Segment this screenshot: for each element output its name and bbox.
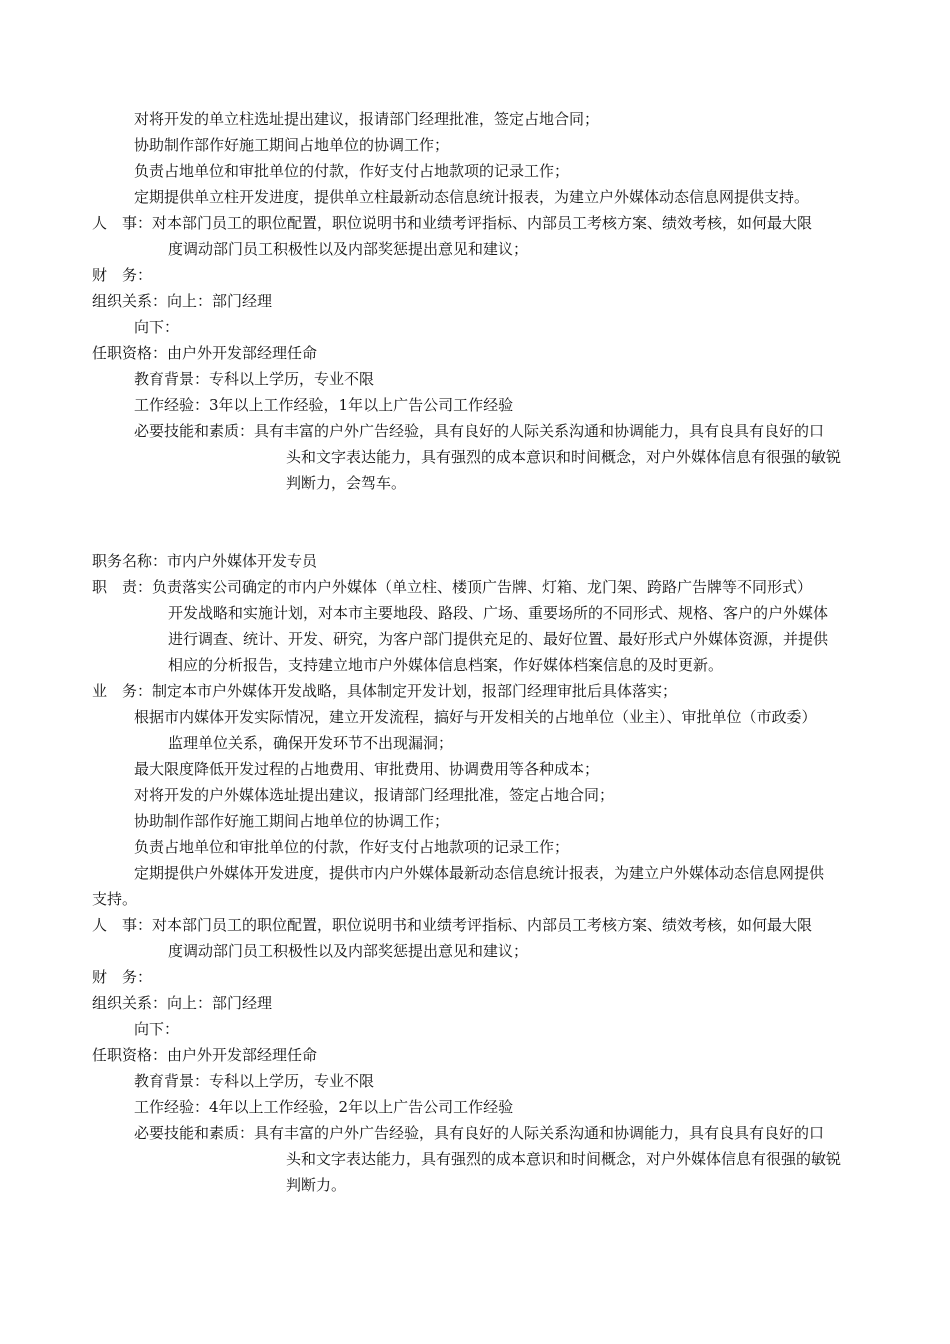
section-a-job-description-continued: [92, 106, 912, 496]
qualification-line: 任职资格：由户外开发部经理任命: [92, 344, 318, 362]
hr-duty-continuation: 度调动部门员工积极性以及内部奖惩提出意见和建议；: [168, 240, 529, 258]
responsibility-continuation: 开发战略和实施计划，对本市主要地段、路段、广场、重要场所的不同形式、规格、客户的户外媒体: [168, 604, 829, 622]
text-line: 对将开发的单立柱选址提出建议，报请部门经理批准，签定占地合同；: [134, 110, 600, 128]
education-line: 教育背景：专科以上学历，专业不限: [134, 1072, 375, 1090]
text-line-continuation: 支持。: [92, 890, 138, 908]
hr-duty-continuation: 度调动部门员工积极性以及内部奖惩提出意见和建议；: [168, 942, 529, 960]
hr-duty-line: 人 事：对本部门员工的职位配置，职位说明书和业绩考评指标、内部员工考核方案、绩效考核，如何最大限: [92, 916, 813, 934]
section-b-city-media-specialist: [92, 548, 912, 1198]
text-line: 负责占地单位和审批单位的付款，作好支付占地款项的记录工作；: [134, 838, 570, 856]
responsibility-continuation: 进行调查、统计、开发、研究，为客户部门提供充足的、最好位置、最好形式户外媒体资源，并提供: [168, 630, 829, 648]
skills-line: 必要技能和素质：具有丰富的户外广告经验，具有良好的人际关系沟通和协调能力，具有良具有良好的口: [134, 1124, 825, 1142]
text-line: 协助制作部作好施工期间占地单位的协调工作；: [134, 812, 450, 830]
text-line: 定期提供单立柱开发进度，提供单立柱最新动态信息统计报表，为建立户外媒体动态信息网提供支持。: [134, 188, 810, 206]
text-line: 对将开发的户外媒体选址提出建议，报请部门经理批准，签定占地合同；: [134, 786, 615, 804]
experience-line: 工作经验：4年以上工作经验，2年以上广告公司工作经验: [134, 1098, 514, 1116]
org-relation-down: 向下：: [134, 1020, 180, 1038]
skills-continuation: 头和文字表达能力，具有强烈的成本意识和时间概念，对户外媒体信息有很强的敏锐: [286, 1150, 842, 1168]
text-line: 负责占地单位和审批单位的付款，作好支付占地款项的记录工作；: [134, 162, 570, 180]
text-line: 协助制作部作好施工期间占地单位的协调工作；: [134, 136, 450, 154]
business-line: 业 务：制定本市户外媒体开发战略，具体制定开发计划，报部门经理审批后具体落实；: [92, 682, 678, 700]
skills-continuation: 头和文字表达能力，具有强烈的成本意识和时间概念，对户外媒体信息有很强的敏锐: [286, 448, 842, 466]
hr-duty-line: 人 事：对本部门员工的职位配置，职位说明书和业绩考评指标、内部员工考核方案、绩效考核，如何最大限: [92, 214, 813, 232]
responsibility-continuation: 相应的分析报告，支持建立地市户外媒体信息档案，作好媒体档案信息的及时更新。: [168, 656, 724, 674]
finance-line: 财 务：: [92, 968, 153, 986]
qualification-line: 任职资格：由户外开发部经理任命: [92, 1046, 318, 1064]
skills-continuation: 判断力。: [286, 1176, 347, 1194]
job-title-line: 职务名称：市内户外媒体开发专员: [92, 552, 318, 570]
education-line: 教育背景：专科以上学历，专业不限: [134, 370, 375, 388]
responsibility-line: 职 责：负责落实公司确定的市内户外媒体（单立柱、楼顶广告牌、灯箱、龙门架、跨路广告牌等不同形式）: [92, 578, 813, 596]
experience-line: 工作经验：3年以上工作经验，1年以上广告公司工作经验: [134, 396, 514, 414]
text-line: 定期提供户外媒体开发进度，提供市内户外媒体最新动态信息统计报表，为建立户外媒体动态信息网提供: [134, 864, 825, 882]
text-line-continuation: 监理单位关系，确保开发环节不出现漏洞；: [168, 734, 454, 752]
text-line: 最大限度降低开发过程的占地费用、审批费用、协调费用等各种成本；: [134, 760, 600, 778]
org-relation-down: 向下：: [134, 318, 180, 336]
org-relation-up: 组织关系：向上：部门经理: [92, 292, 273, 310]
skills-line: 必要技能和素质：具有丰富的户外广告经验，具有良好的人际关系沟通和协调能力，具有良具有良好的口: [134, 422, 825, 440]
finance-line: 财 务：: [92, 266, 153, 284]
org-relation-up: 组织关系：向上：部门经理: [92, 994, 273, 1012]
text-line: 根据市内媒体开发实际情况，建立开发流程，搞好与开发相关的占地单位（业主）、审批单位（市政委）: [134, 708, 817, 726]
skills-continuation: 判断力，会驾车。: [286, 474, 407, 492]
